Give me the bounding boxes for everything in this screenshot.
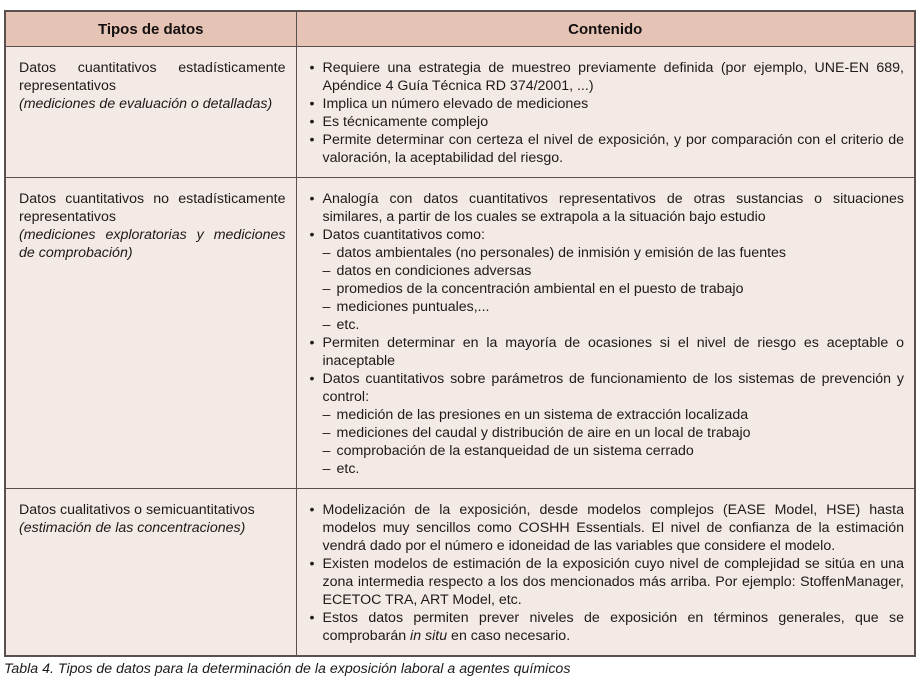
- sub-item-text: datos en condiciones adversas: [336, 263, 532, 279]
- dash-icon: –: [322, 299, 331, 315]
- sub-item-text: promedios de la concentración ambiental en el puesto de trabajo: [336, 281, 744, 297]
- bullet-icon: •: [309, 556, 315, 572]
- sub-list-item: [323, 442, 905, 460]
- bullet-icon: •: [309, 371, 315, 387]
- sub-list-item: [323, 244, 905, 262]
- table-header-row: [5, 11, 915, 47]
- type-cell: [5, 178, 296, 489]
- sub-list-item: [323, 424, 905, 442]
- bullet-icon: •: [309, 114, 315, 130]
- column-header-tipos: Tipos de datos: [5, 11, 296, 47]
- type-title: Datos cuantitativos estadísticamente representativos: [19, 60, 286, 94]
- sub-item-text: mediciones puntuales,...: [336, 299, 490, 315]
- sub-list-item: [323, 280, 905, 298]
- list-item-text: Estos datos permiten prever niveles de exposición en términos generales, que se comprobarán: [322, 610, 904, 644]
- table-caption: Tabla 4. Tipos de datos para la determinación de la exposición laboral a agentes químicos: [4, 661, 571, 677]
- bullet-icon: •: [309, 191, 315, 207]
- bullet-icon: •: [309, 60, 315, 76]
- type-subtitle: (estimación de las concentraciones): [19, 520, 246, 536]
- list-item: [310, 334, 905, 370]
- italic-term: in situ: [410, 628, 448, 644]
- table-row: [5, 178, 915, 489]
- sub-item-text: etc.: [336, 461, 360, 477]
- dash-icon: –: [322, 317, 331, 333]
- sub-list-item: [323, 262, 905, 280]
- list-item: [310, 370, 905, 478]
- list-item: [310, 226, 905, 334]
- sub-list-item: [323, 316, 905, 334]
- dash-icon: –: [322, 461, 331, 477]
- bullet-list: [310, 190, 905, 478]
- bullet-icon: •: [309, 335, 315, 351]
- sub-item-text: medición de las presiones en un sistema de extracción localizada: [336, 407, 749, 423]
- list-item-text: Datos cuantitativos como:: [322, 227, 485, 243]
- dash-icon: –: [322, 407, 331, 423]
- list-item-text: Modelización de la exposición, desde modelos complejos (EASE Model, HSE) hasta modelos muy sencillos como COSHH Essentials. El nivel de confianza de la estimación vendrá dado por el número e idoneidad de las variables que considere el modelo.: [322, 502, 904, 554]
- table-row: [5, 47, 915, 178]
- table-container: [4, 10, 914, 657]
- bullet-icon: •: [309, 96, 315, 112]
- dash-icon: –: [322, 425, 331, 441]
- type-title: Datos cualitativos o semicuantitativos: [19, 502, 255, 518]
- list-item-text: en caso necesario.: [447, 628, 571, 644]
- bullet-list: [310, 501, 905, 645]
- type-cell: [5, 47, 296, 178]
- sub-item-text: datos ambientales (no personales) de inmisión y emisión de las fuentes: [336, 245, 787, 261]
- list-item: [310, 501, 905, 555]
- dash-icon: –: [322, 263, 331, 279]
- table-row: [5, 489, 915, 657]
- content-cell: [296, 489, 915, 657]
- list-item: [310, 95, 905, 113]
- type-title: Datos cuantitativos no estadísticamente representativos: [19, 191, 286, 225]
- bullet-icon: •: [309, 610, 315, 626]
- content-cell: [296, 47, 915, 178]
- list-item: [310, 113, 905, 131]
- list-item: [310, 59, 905, 95]
- list-item-text: Permite determinar con certeza el nivel de exposición, y por comparación con el criterio de valoración, la aceptabilidad del riesgo.: [322, 132, 904, 166]
- sub-list: [323, 406, 905, 478]
- dash-icon: –: [322, 281, 331, 297]
- bullet-icon: •: [309, 502, 315, 518]
- bullet-list: [310, 59, 905, 167]
- list-item-text: Existen modelos de estimación de la exposición cuyo nivel de complejidad se sitúa en una zona intermedia respecto a los dos mencionados más arriba. Por ejemplo: StoffenManager, ECETOC TRA, ART Model, etc.: [322, 556, 904, 608]
- sub-list: [323, 244, 905, 334]
- list-item: [310, 555, 905, 609]
- sub-list-item: [323, 298, 905, 316]
- list-item: [310, 131, 905, 167]
- list-item-text: Analogía con datos cuantitativos representativos de otras sustancias o situaciones similares, a partir de los cuales se extrapola a la situación bajo estudio: [322, 191, 904, 225]
- data-types-table: [4, 10, 916, 657]
- bullet-icon: •: [309, 227, 315, 243]
- content-cell: [296, 178, 915, 489]
- sub-list-item: [323, 406, 905, 424]
- sub-list-item: [323, 460, 905, 478]
- list-item: [310, 190, 905, 226]
- list-item-text: Implica un número elevado de mediciones: [322, 96, 589, 112]
- list-item-text: Es técnicamente complejo: [322, 114, 489, 130]
- sub-item-text: etc.: [336, 317, 360, 333]
- column-header-contenido: Contenido: [296, 11, 915, 47]
- type-cell: [5, 489, 296, 657]
- bullet-icon: •: [309, 132, 315, 148]
- sub-item-text: comprobación de la estanqueidad de un sistema cerrado: [336, 443, 694, 459]
- list-item-text: Permiten determinar en la mayoría de ocasiones si el nivel de riesgo es aceptable o inaceptable: [322, 335, 904, 369]
- list-item-text: Datos cuantitativos sobre parámetros de funcionamiento de los sistemas de prevención y control:: [322, 371, 904, 405]
- type-subtitle: (mediciones exploratorias y mediciones de comprobación): [19, 227, 286, 261]
- list-item: [310, 609, 905, 645]
- dash-icon: –: [322, 443, 331, 459]
- sub-item-text: mediciones del caudal y distribución de aire en un local de trabajo: [336, 425, 751, 441]
- dash-icon: –: [322, 245, 331, 261]
- list-item-text: Requiere una estrategia de muestreo previamente definida (por ejemplo, UNE-EN 689, Apéndice 4 Guía Técnica RD 374/2001, ...): [322, 60, 904, 94]
- type-subtitle: (mediciones de evaluación o detalladas): [19, 96, 273, 112]
